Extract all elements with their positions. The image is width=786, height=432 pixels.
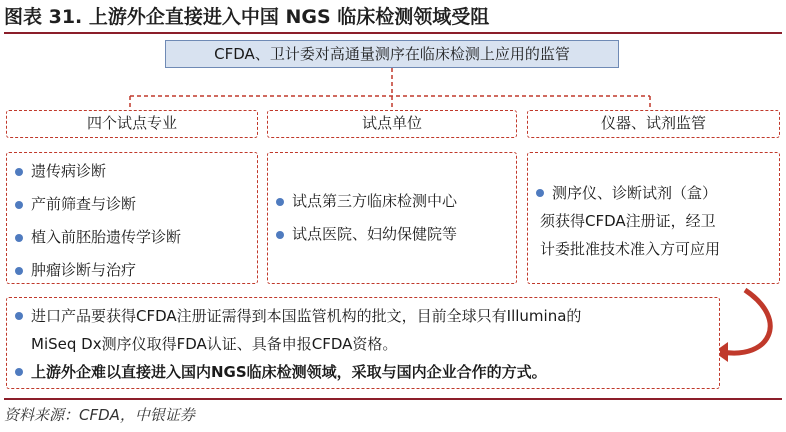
bullet-icon bbox=[15, 234, 23, 242]
conclusion-point-1: 进口产品要获得CFDA注册证需得到本国监管机构的批文，目前全球只有Illumina的 bbox=[7, 302, 719, 330]
bullet-icon bbox=[15, 312, 23, 320]
list-item: 植入前胚胎遗传学诊断 bbox=[7, 221, 257, 254]
list-item-continued: 计委批准技术准入方可应用 bbox=[540, 240, 721, 258]
list-item: 遗传病诊断 bbox=[7, 155, 257, 188]
specialties-box bbox=[6, 152, 258, 284]
list-item: 试点第三方临床检测中心 bbox=[268, 185, 516, 218]
conclusion-point-1-continued: MiSeq Dx测序仪取得FDA认证、具备申报CFDA资格。 bbox=[31, 335, 398, 353]
bullet-icon bbox=[15, 267, 23, 275]
list-item: 测序仪、诊断试剂（盒） bbox=[528, 179, 779, 207]
regulation-box bbox=[527, 152, 780, 284]
bullet-icon bbox=[536, 189, 544, 197]
header-pilot-specialties: 四个试点专业 bbox=[6, 110, 258, 138]
list-item-continued: 须获得CFDA注册证，经卫 bbox=[540, 212, 716, 230]
regulator-box: CFDA、卫计委对高通量测序在临床检测上应用的监管 bbox=[165, 40, 619, 68]
bullet-icon bbox=[15, 368, 23, 376]
bullet-icon bbox=[276, 231, 284, 239]
header-pilot-units: 试点单位 bbox=[267, 110, 517, 138]
list-item: 试点医院、妇幼保健院等 bbox=[268, 218, 516, 251]
conclusion-box bbox=[6, 297, 720, 389]
conclusion-point-2: 上游外企难以直接进入国内NGS临床检测领域，采取与国内企业合作的方式。 bbox=[7, 358, 719, 386]
bullet-icon bbox=[276, 198, 284, 206]
bullet-icon bbox=[15, 201, 23, 209]
header-instrument-regulation: 仪器、试剂监管 bbox=[527, 110, 780, 138]
pilot-units-box bbox=[267, 152, 517, 284]
figure-title: 图表 31. 上游外企直接进入中国 NGS 临床检测领域受阻 bbox=[4, 2, 782, 34]
source-note: 资料来源：CFDA，中银证券 bbox=[4, 398, 782, 430]
bullet-icon bbox=[15, 168, 23, 176]
curved-arrow bbox=[722, 290, 770, 353]
list-item: 产前筛查与诊断 bbox=[7, 188, 257, 221]
list-item: 肿瘤诊断与治疗 bbox=[7, 254, 257, 287]
